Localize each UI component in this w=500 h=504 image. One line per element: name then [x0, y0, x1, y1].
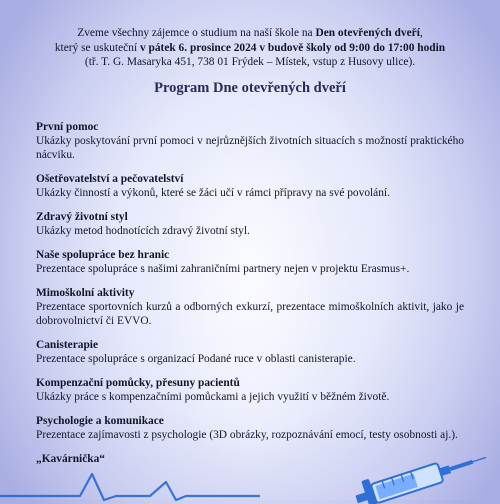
program-item-title: Mimoškolní aktivity [36, 286, 135, 299]
program-item [36, 338, 464, 366]
event-date-time: v pátek 6. prosince 2024 v budově školy od 9:00 do 17:00 hodin [139, 41, 446, 54]
program-item-title: Kompenzační pomůcky, přesuny pacientů [36, 376, 240, 389]
program-item-description: Ukázky práce s kompenzačními pomůckami a jejich využití v běžném životě. [36, 391, 390, 404]
program-item [36, 172, 464, 200]
program-item [36, 376, 464, 404]
program-item-title: Psychologie a komunikace [36, 414, 164, 427]
syringe-icon [352, 444, 492, 504]
intro-line-1 [30, 26, 470, 41]
program-item [36, 248, 464, 276]
intro-text-part: Zveme všechny zájemce o studium na naší škole na [77, 27, 316, 39]
program-item-description: Ukázky činností a výkonů, které se žáci učí v rámci přípravy na své povolání. [36, 187, 390, 200]
program-item [36, 210, 464, 238]
program-item-description: Ukázky metod hodnotících zdravý životní styl. [36, 225, 250, 238]
program-item-description: Prezentace spolupráce s organizací Podané ruce v oblasti canisterapie. [36, 353, 356, 366]
program-item-description: Prezentace spolupráce s našimi zahraničními partnery nejen v projektu Erasmus+. [36, 263, 410, 276]
program-item-description: Ukázky poskytování první pomoci v nejrůznějších životních situacích s možností praktického nácviku. [36, 135, 464, 162]
program-list [36, 120, 464, 475]
heartbeat-line-icon [0, 462, 260, 502]
intro-text-part: , [419, 27, 423, 39]
program-item-title: „Kavárnička“ [36, 452, 105, 465]
program-item-title: První pomoc [36, 121, 99, 133]
intro-line-3: (tř. T. G. Masaryka 451, 738 01 Frýdek – Místek, vstup z Husovy ulice). [84, 56, 416, 69]
program-item-title: Zdravý životní styl [36, 211, 128, 224]
intro-line-2 [30, 41, 470, 56]
intro-text-part: který se uskuteční [54, 41, 140, 54]
program-item-title: Ošetřovatelství a pečovatelství [36, 173, 184, 186]
program-item [36, 286, 464, 329]
program-item-title: Naše spolupráce bez hranic [36, 248, 170, 261]
event-name: Den otevřených dveří [315, 27, 420, 39]
program-item-description: Prezentace zajímavosti z psychologie (3D obrázky, rozpoznávání emocí, testy osobnosti aj.). [36, 428, 458, 441]
program-item-title: Canisterapie [36, 338, 99, 351]
program-item [36, 414, 464, 442]
program-title: Program Dne otevřených dveří [154, 80, 346, 96]
program-item-description: Prezentace sportovních kurzů a odborných exkurzí, prezentace mimoškolních aktivit, jako je dobrovolnictví či EVVO. [36, 301, 464, 328]
program-item [36, 120, 464, 163]
intro-text [30, 26, 470, 70]
